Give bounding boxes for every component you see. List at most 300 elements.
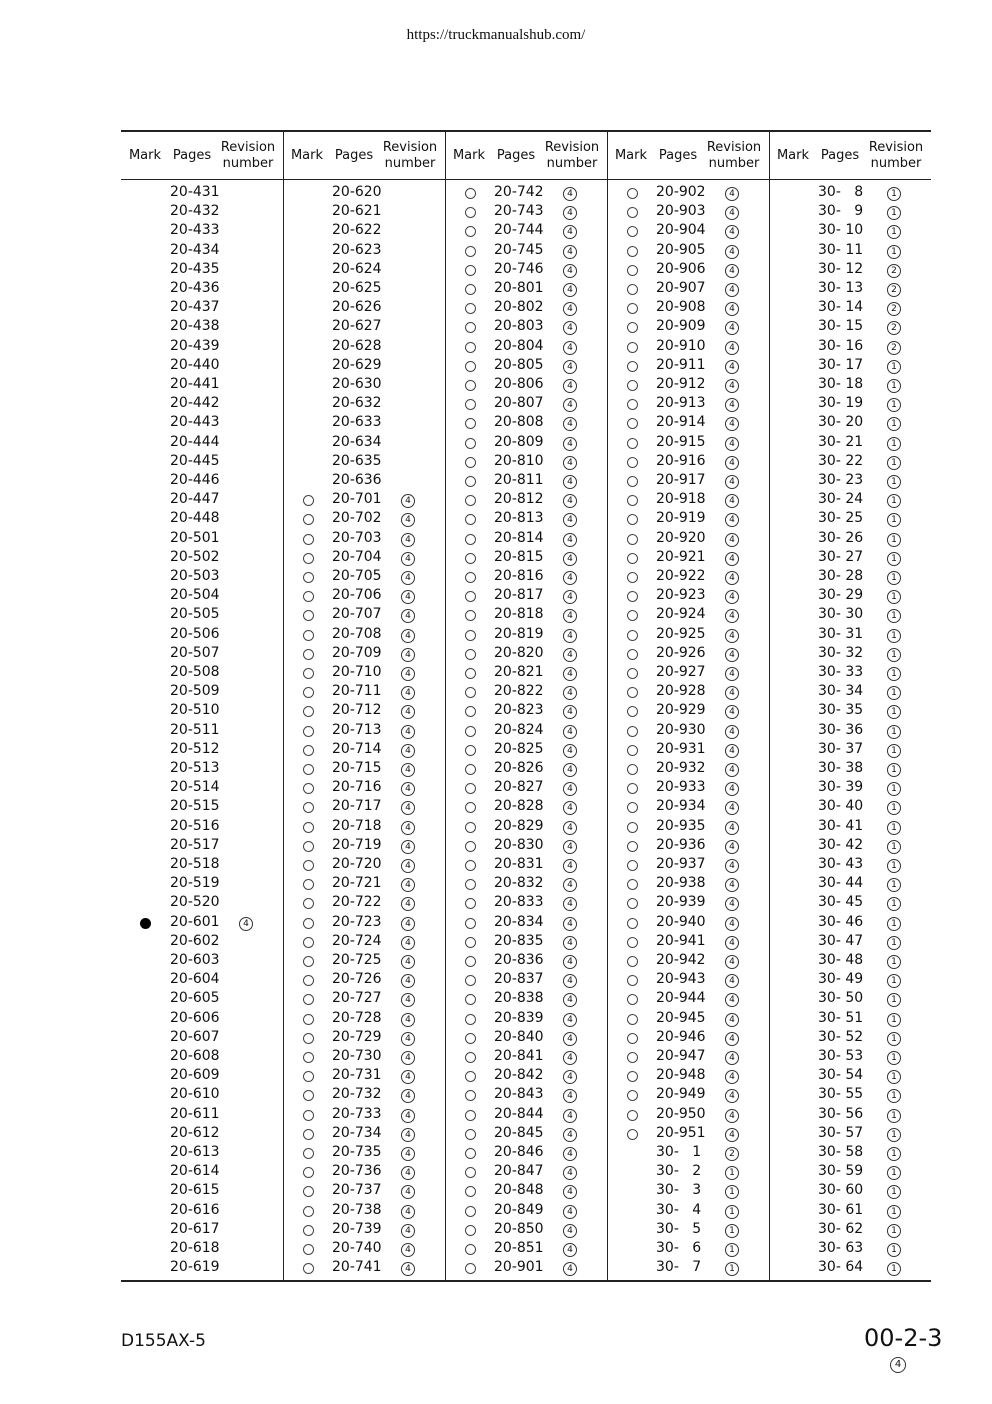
revision-number-badge: 4 xyxy=(401,1205,415,1219)
revision-number-badge: 4 xyxy=(401,840,415,854)
mark-open-circle-icon xyxy=(303,937,314,948)
mark-open-circle-icon xyxy=(627,610,638,621)
page-code: 20-606 xyxy=(170,1009,220,1026)
page-code: 20-907 xyxy=(656,280,706,296)
page-code: 30- 35 xyxy=(818,702,864,719)
mark-open-circle-icon xyxy=(465,956,476,967)
revision-number-badge: 4 xyxy=(401,590,415,604)
revision-number-badge: 1 xyxy=(887,878,901,892)
page-code: 20-742 xyxy=(494,184,544,200)
page-code: 20-831 xyxy=(494,856,544,872)
revision-number-badge: 4 xyxy=(725,379,739,393)
page-code: 30- 45 xyxy=(818,894,864,911)
page-code: 30- 6 xyxy=(656,1240,702,1256)
mark-open-circle-icon xyxy=(465,1014,476,1025)
mark-open-circle-icon xyxy=(303,898,314,909)
page-code: 20-849 xyxy=(494,1201,544,1218)
page-code: 20-841 xyxy=(494,1048,544,1064)
revision-number-badge: 1 xyxy=(887,1166,901,1180)
revision-number-badge: 1 xyxy=(887,1224,901,1238)
table-row xyxy=(121,1125,931,1144)
header-revision: Revision number xyxy=(544,139,600,171)
table-row xyxy=(121,549,931,568)
page-code: 30- 38 xyxy=(818,760,864,776)
revision-number-badge: 4 xyxy=(563,705,577,719)
revision-number-badge: 1 xyxy=(887,456,901,470)
page-code: 20-804 xyxy=(494,337,544,354)
revision-number-badge: 4 xyxy=(563,648,577,662)
mark-open-circle-icon xyxy=(627,1071,638,1082)
page-code: 30- 21 xyxy=(818,433,864,450)
revision-number-badge: 1 xyxy=(887,1185,901,1199)
revision-number-badge: 4 xyxy=(725,801,739,815)
mark-open-circle-icon xyxy=(627,860,638,871)
page-code: 20-901 xyxy=(494,1259,544,1276)
revision-number-badge: 4 xyxy=(725,264,739,278)
mark-open-circle-icon xyxy=(627,380,638,391)
page-code: 20-719 xyxy=(332,836,382,853)
page-code: 20-940 xyxy=(656,913,706,930)
revision-number-badge: 4 xyxy=(725,725,739,739)
revision-number-badge: 4 xyxy=(401,878,415,892)
revision-number-badge: 4 xyxy=(401,494,415,508)
mark-open-circle-icon xyxy=(303,1033,314,1044)
page-code: 30- 33 xyxy=(818,664,864,680)
mark-open-circle-icon xyxy=(465,226,476,237)
mark-open-circle-icon xyxy=(627,418,638,429)
page-code: 20-738 xyxy=(332,1201,382,1218)
page-code: 20-622 xyxy=(332,222,382,239)
mark-open-circle-icon xyxy=(465,476,476,487)
mark-open-circle-icon xyxy=(627,342,638,353)
table-row xyxy=(121,702,931,721)
header-pages: Pages xyxy=(496,147,536,163)
mark-open-circle-icon xyxy=(627,956,638,967)
page-code: 30- 64 xyxy=(818,1259,864,1276)
mark-open-circle-icon xyxy=(627,802,638,813)
column-divider xyxy=(445,132,446,1280)
mark-open-circle-icon xyxy=(465,649,476,660)
table-row xyxy=(121,357,931,376)
page-code: 30- 14 xyxy=(818,299,864,316)
revision-number-badge: 1 xyxy=(887,686,901,700)
page-code: 20-927 xyxy=(656,664,706,680)
table-row xyxy=(121,990,931,1009)
revision-number-badge: 4 xyxy=(401,629,415,643)
revision-number-badge: 4 xyxy=(725,1089,739,1103)
header-revision: Revision number xyxy=(868,139,924,171)
revision-number-badge: 4 xyxy=(725,245,739,259)
revision-number-badge: 4 xyxy=(401,782,415,796)
page-code: 20-935 xyxy=(656,817,706,834)
page-code: 20-621 xyxy=(332,203,382,220)
mark-open-circle-icon xyxy=(303,1014,314,1025)
revision-number-badge: 4 xyxy=(401,1262,415,1276)
revision-number-badge: 1 xyxy=(887,1032,901,1046)
mark-open-circle-icon xyxy=(627,322,638,333)
page-code: 20-511 xyxy=(170,721,220,738)
page-code: 30- 50 xyxy=(818,990,864,1007)
revision-number-badge: 4 xyxy=(725,821,739,835)
page-code: 20-923 xyxy=(656,587,706,604)
mark-open-circle-icon xyxy=(465,610,476,621)
page-code: 20-620 xyxy=(332,184,382,200)
revision-number-badge: 4 xyxy=(563,974,577,988)
mark-open-circle-icon xyxy=(465,572,476,583)
revision-number-badge: 4 xyxy=(563,782,577,796)
page-code: 20-807 xyxy=(494,395,544,412)
page-code: 20-850 xyxy=(494,1220,544,1237)
revision-number-badge: 1 xyxy=(887,1089,901,1103)
revision-number-badge: 4 xyxy=(401,1109,415,1123)
revision-number-badge: 1 xyxy=(725,1205,739,1219)
table-row xyxy=(121,971,931,990)
revision-number-badge: 1 xyxy=(887,513,901,527)
page-code: 20-830 xyxy=(494,836,544,853)
table-row xyxy=(121,338,931,357)
mark-open-circle-icon xyxy=(465,361,476,372)
page-code: 30- 30 xyxy=(818,606,864,623)
mark-open-circle-icon xyxy=(627,649,638,660)
table-row xyxy=(121,587,931,606)
revision-number-badge: 4 xyxy=(563,667,577,681)
revision-number-badge: 4 xyxy=(401,859,415,873)
header-revision: Revision number xyxy=(382,139,438,171)
revision-number-badge: 1 xyxy=(725,1262,739,1276)
revision-number-badge: 4 xyxy=(563,725,577,739)
mark-open-circle-icon xyxy=(627,553,638,564)
mark-open-circle-icon xyxy=(627,591,638,602)
page-code: 20-745 xyxy=(494,241,544,258)
revision-number-badge: 4 xyxy=(401,897,415,911)
revision-number-badge: 1 xyxy=(887,821,901,835)
page-code: 20-847 xyxy=(494,1163,544,1180)
mark-open-circle-icon xyxy=(303,726,314,737)
page-code: 20-825 xyxy=(494,740,544,757)
mark-open-circle-icon xyxy=(465,495,476,506)
mark-open-circle-icon xyxy=(303,1206,314,1217)
page-code: 20-835 xyxy=(494,932,544,949)
table-row xyxy=(121,1259,931,1278)
table-row xyxy=(121,395,931,414)
revision-number-badge: 4 xyxy=(563,955,577,969)
page-code: 20-838 xyxy=(494,990,544,1007)
revision-number-badge: 4 xyxy=(401,1032,415,1046)
revision-number-badge: 4 xyxy=(401,571,415,585)
revision-number-badge: 4 xyxy=(725,1032,739,1046)
mark-open-circle-icon xyxy=(627,476,638,487)
source-url: https://truckmanualshub.com/ xyxy=(406,27,586,43)
page-code: 30- 17 xyxy=(818,356,864,373)
revision-number-badge: 4 xyxy=(563,801,577,815)
table-row xyxy=(121,376,931,395)
page-code: 20-629 xyxy=(332,356,382,373)
revision-number-badge: 4 xyxy=(563,187,577,201)
table-row xyxy=(121,952,931,971)
page-code: 20-821 xyxy=(494,664,544,680)
page-code: 20-815 xyxy=(494,548,544,565)
page-code: 20-917 xyxy=(656,472,706,488)
revision-number-badge: 4 xyxy=(401,705,415,719)
page-code: 20-724 xyxy=(332,932,382,949)
page-code: 20-746 xyxy=(494,260,544,277)
page-code: 20-601 xyxy=(170,913,220,930)
page-code: 30- 40 xyxy=(818,798,864,815)
revision-number-badge: 1 xyxy=(887,1070,901,1084)
page-code: 20-618 xyxy=(170,1240,220,1256)
page-code: 30- 3 xyxy=(656,1182,702,1199)
page-code: 20-938 xyxy=(656,875,706,892)
table-row xyxy=(121,1010,931,1029)
mark-open-circle-icon xyxy=(627,246,638,257)
page-code: 20-946 xyxy=(656,1028,706,1045)
revision-number-badge: 4 xyxy=(401,744,415,758)
page-code: 20-908 xyxy=(656,299,706,316)
revision-number-badge: 1 xyxy=(887,494,901,508)
revision-number-badge: 4 xyxy=(725,667,739,681)
mark-open-circle-icon xyxy=(465,841,476,852)
page-code: 20-512 xyxy=(170,740,220,757)
page-code: 30- 52 xyxy=(818,1028,864,1045)
revision-number-badge: 4 xyxy=(725,859,739,873)
page-code: 20-730 xyxy=(332,1048,382,1064)
table-row xyxy=(121,1144,931,1163)
revision-number-badge: 2 xyxy=(887,283,901,297)
page-code: 20-843 xyxy=(494,1086,544,1103)
page-code: 20-448 xyxy=(170,510,220,527)
page-code: 20-810 xyxy=(494,452,544,469)
page-code: 20-432 xyxy=(170,203,220,220)
page-code: 30- 27 xyxy=(818,548,864,565)
page-code: 30- 44 xyxy=(818,875,864,892)
mark-open-circle-icon xyxy=(465,207,476,218)
revision-number-badge: 1 xyxy=(887,552,901,566)
mark-open-circle-icon xyxy=(303,1186,314,1197)
page-code: 20-731 xyxy=(332,1067,382,1084)
revision-number-badge: 4 xyxy=(563,206,577,220)
page-code: 30- 24 xyxy=(818,491,864,508)
revision-number-badge: 4 xyxy=(563,840,577,854)
revision-number-badge: 4 xyxy=(563,302,577,316)
page-code: 20-827 xyxy=(494,779,544,796)
revision-number-badge: 4 xyxy=(563,1224,577,1238)
mark-open-circle-icon xyxy=(627,706,638,717)
mark-open-circle-icon xyxy=(303,572,314,583)
page-code: 20-628 xyxy=(332,337,382,354)
page-code: 20-603 xyxy=(170,952,220,968)
mark-open-circle-icon xyxy=(465,553,476,564)
revision-number-badge: 1 xyxy=(887,897,901,911)
table-row xyxy=(121,818,931,837)
table-row xyxy=(121,856,931,875)
page-code: 20-832 xyxy=(494,875,544,892)
revision-number-badge: 1 xyxy=(887,936,901,950)
page-code: 20-942 xyxy=(656,952,706,968)
page-code: 20-706 xyxy=(332,587,382,604)
page-code: 20-914 xyxy=(656,414,706,431)
page-code: 30- 10 xyxy=(818,222,864,239)
revision-number-badge: 4 xyxy=(401,1185,415,1199)
page-code: 30- 13 xyxy=(818,280,864,296)
mark-open-circle-icon xyxy=(627,361,638,372)
page-code: 20-906 xyxy=(656,260,706,277)
mark-open-circle-icon xyxy=(465,802,476,813)
page-code: 20-909 xyxy=(656,318,706,335)
page-code: 20-614 xyxy=(170,1163,220,1180)
page-code: 20-844 xyxy=(494,1105,544,1122)
mark-open-circle-icon xyxy=(465,764,476,775)
revision-number-badge: 4 xyxy=(725,974,739,988)
mark-open-circle-icon xyxy=(303,514,314,525)
table-row xyxy=(121,1106,931,1125)
mark-open-circle-icon xyxy=(465,399,476,410)
revision-number-badge: 4 xyxy=(725,398,739,412)
page-code: 20-928 xyxy=(656,683,706,700)
page-code: 20-715 xyxy=(332,760,382,776)
revision-number-badge: 4 xyxy=(563,1128,577,1142)
revision-number-badge: 4 xyxy=(725,744,739,758)
revision-number-badge: 2 xyxy=(725,1147,739,1161)
revision-number-badge: 1 xyxy=(725,1224,739,1238)
page-code: 30- 36 xyxy=(818,721,864,738)
revision-number-badge: 4 xyxy=(401,1243,415,1257)
page-code: 20-630 xyxy=(332,376,382,392)
page-code: 20-846 xyxy=(494,1144,544,1160)
page-code: 20-608 xyxy=(170,1048,220,1064)
page-code: 20-950 xyxy=(656,1105,706,1122)
table-row xyxy=(121,875,931,894)
page-code: 20-732 xyxy=(332,1086,382,1103)
mark-open-circle-icon xyxy=(627,514,638,525)
page-code: 30- 11 xyxy=(818,241,864,258)
page-code: 20-937 xyxy=(656,856,706,872)
page-code: 30- 49 xyxy=(818,971,864,988)
page-code: 20-920 xyxy=(656,529,706,546)
revision-number-badge: 4 xyxy=(401,1128,415,1142)
mark-open-circle-icon xyxy=(627,687,638,698)
mark-open-circle-icon xyxy=(303,745,314,756)
page-code: 20-816 xyxy=(494,568,544,584)
page-code: 20-949 xyxy=(656,1086,706,1103)
mark-open-circle-icon xyxy=(627,783,638,794)
page-code: 20-734 xyxy=(332,1124,382,1141)
revision-number-badge: 4 xyxy=(725,648,739,662)
mark-open-circle-icon xyxy=(627,994,638,1005)
revision-number-badge: 4 xyxy=(401,1166,415,1180)
revision-number-badge: 4 xyxy=(725,302,739,316)
mark-open-circle-icon xyxy=(303,495,314,506)
revision-number-badge: 1 xyxy=(887,225,901,239)
mark-open-circle-icon xyxy=(465,265,476,276)
page-code: 30- 34 xyxy=(818,683,864,700)
revision-number-badge: 4 xyxy=(563,283,577,297)
revision-number-badge: 1 xyxy=(887,379,901,393)
table-row xyxy=(121,1163,931,1182)
page-code: 20-736 xyxy=(332,1163,382,1180)
page-revision-badge: 4 xyxy=(890,1357,906,1373)
page-code: 20-741 xyxy=(332,1259,382,1276)
mark-open-circle-icon xyxy=(627,822,638,833)
revision-number-badge: 1 xyxy=(887,475,901,489)
page-code: 20-911 xyxy=(656,356,706,373)
revision-number-badge: 4 xyxy=(725,782,739,796)
table-row xyxy=(121,1067,931,1086)
page-code: 20-805 xyxy=(494,356,544,373)
revision-number-badge: 1 xyxy=(725,1166,739,1180)
mark-open-circle-icon xyxy=(303,591,314,602)
revision-number-badge: 1 xyxy=(725,1185,739,1199)
mark-open-circle-icon xyxy=(465,918,476,929)
page-code: 20-737 xyxy=(332,1182,382,1199)
mark-open-circle-icon xyxy=(465,687,476,698)
mark-open-circle-icon xyxy=(465,1206,476,1217)
revision-number-badge: 4 xyxy=(563,1243,577,1257)
table-row xyxy=(121,722,931,741)
revision-number-badge: 4 xyxy=(563,1205,577,1219)
page-code: 20-828 xyxy=(494,798,544,815)
table-row xyxy=(121,1202,931,1221)
revision-number-badge: 4 xyxy=(563,475,577,489)
table-row xyxy=(121,414,931,433)
page-number: 00-2-3 xyxy=(864,1324,943,1352)
mark-open-circle-icon xyxy=(627,265,638,276)
column-divider xyxy=(769,132,770,1280)
page-code: 20-727 xyxy=(332,990,382,1007)
revision-number-badge: 1 xyxy=(887,609,901,623)
page-code: 20-801 xyxy=(494,280,544,296)
page-code: 20-951 xyxy=(656,1124,706,1141)
revision-number-badge: 4 xyxy=(401,1051,415,1065)
page-code: 20-632 xyxy=(332,395,382,412)
mark-open-circle-icon xyxy=(303,879,314,890)
page-code: 30- 54 xyxy=(818,1067,864,1084)
page-code: 20-817 xyxy=(494,587,544,604)
mark-open-circle-icon xyxy=(627,438,638,449)
mark-open-circle-icon xyxy=(303,1148,314,1159)
table-row xyxy=(121,933,931,952)
revision-number-badge: 4 xyxy=(563,897,577,911)
revision-number-badge: 4 xyxy=(725,475,739,489)
page-code: 20-710 xyxy=(332,664,382,680)
revision-number-badge: 4 xyxy=(563,1185,577,1199)
revision-number-badge: 1 xyxy=(887,206,901,220)
page-code: 20-837 xyxy=(494,971,544,988)
page-code: 20-728 xyxy=(332,1009,382,1026)
mark-open-circle-icon xyxy=(465,246,476,257)
mark-open-circle-icon xyxy=(303,1052,314,1063)
mark-open-circle-icon xyxy=(465,380,476,391)
page-code: 30- 55 xyxy=(818,1086,864,1103)
column-divider xyxy=(607,132,608,1280)
page-code: 30- 25 xyxy=(818,510,864,527)
mark-open-circle-icon xyxy=(465,284,476,295)
mark-open-circle-icon xyxy=(465,879,476,890)
page-code: 20-443 xyxy=(170,414,220,431)
revision-number-badge: 4 xyxy=(401,763,415,777)
mark-open-circle-icon xyxy=(627,1014,638,1025)
table-row xyxy=(121,1086,931,1105)
page-code: 20-806 xyxy=(494,376,544,392)
revision-number-badge: 4 xyxy=(725,533,739,547)
page-code: 20-513 xyxy=(170,760,220,776)
page-code: 20-842 xyxy=(494,1067,544,1084)
revision-number-badge: 4 xyxy=(401,1070,415,1084)
revision-number-badge: 4 xyxy=(725,763,739,777)
revision-number-badge: 4 xyxy=(401,648,415,662)
revision-number-badge: 2 xyxy=(887,321,901,335)
mark-open-circle-icon xyxy=(465,1225,476,1236)
page-code: 20-739 xyxy=(332,1220,382,1237)
